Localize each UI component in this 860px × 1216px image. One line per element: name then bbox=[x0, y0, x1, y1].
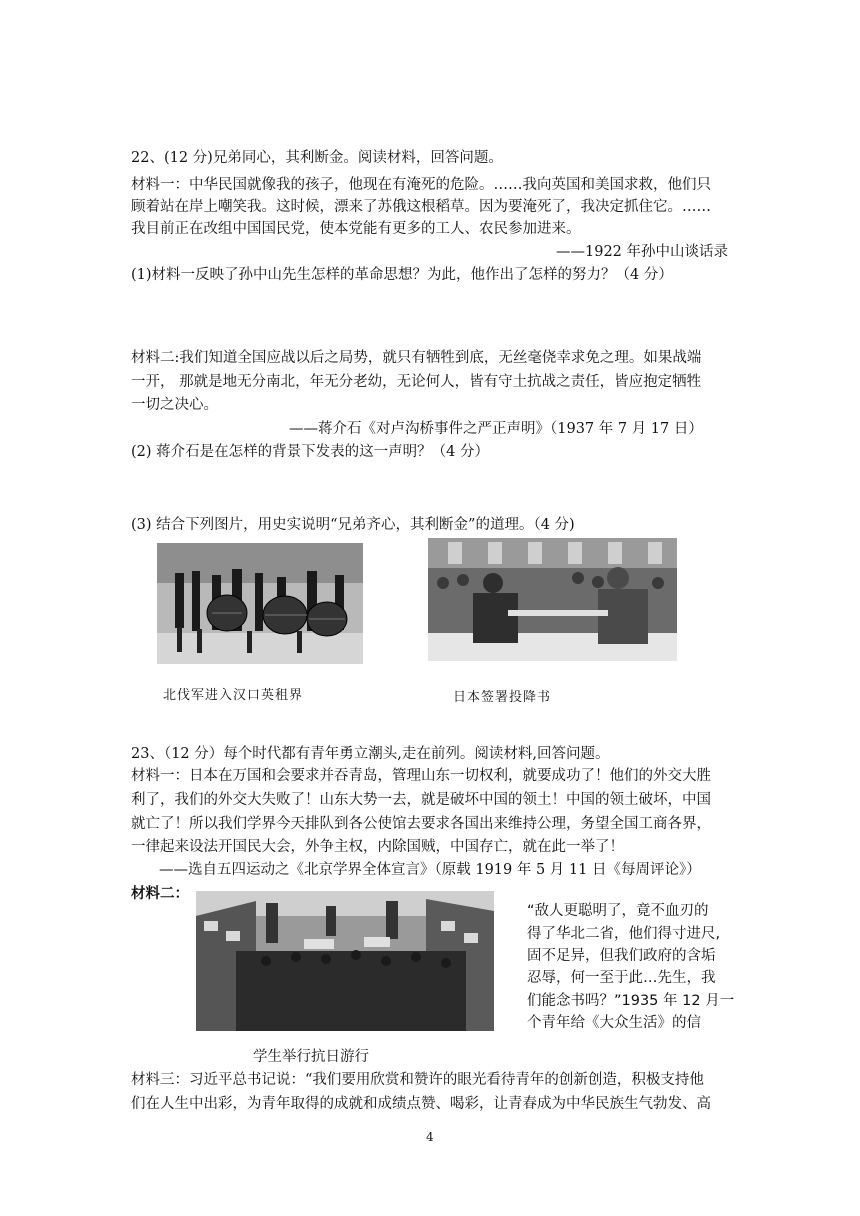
q22-question-3: (3) 结合下列图片，用史实说明“兄弟齐心，其利断金”的道理。（4 分) bbox=[131, 517, 575, 533]
q22-question-1: (1)材料一反映了孙中山先生怎样的革命思想？为此，他作出了怎样的努力？（4 分） bbox=[131, 267, 673, 283]
northern-expedition-caption: 北伐军进入汉口英租界 bbox=[163, 688, 304, 703]
q22-m2-source: ——蒋介石《对卢沟桥事件之严正声明》（1937 年 7 月 17 日） bbox=[289, 421, 703, 437]
q22-m1-line3: 我目前正在改组中国国民党，使本党能有更多的工人、农民参加进来。 bbox=[131, 221, 581, 237]
q23-m1-line4: 一律起来设法开国民大会，外争主权，内除国贼，中国存亡，就在此一举了！ bbox=[131, 839, 624, 855]
q23-m1-line2: 利了，我们的外交大失败了！山东大势一去，就是破坏中国的领土！中国的领土破坏，中国 bbox=[131, 792, 711, 808]
student-march-caption: 学生举行抗日游行 bbox=[253, 1049, 369, 1065]
q23-m2-label: 材料二： bbox=[131, 886, 189, 902]
m2-quote-line4: 忍辱，何一至于此…先生，我 bbox=[527, 970, 716, 986]
q23-m1-line3: 就亡了！所以我们学界今天排队到各公使馆去要求各国出来维持公理，务望全国工商各界， bbox=[131, 816, 711, 832]
q23-m1-line1: 材料一：日本在万国和会要求并吞青岛，管理山东一切权利，就要成功了！他们的外交大胜 bbox=[131, 768, 711, 784]
japan-surrender-caption: 日本签署投降书 bbox=[453, 690, 552, 705]
m2-quote-line6: 个青年给《大众生活》的信 bbox=[527, 1015, 701, 1031]
student-march-photo bbox=[196, 891, 494, 1031]
q23-heading: 23、（12 分）每个时代都有青年勇立潮头,走在前列。阅读材料,回答问题。 bbox=[131, 746, 610, 762]
q22-m2-line3: 一切之决心。 bbox=[131, 397, 218, 413]
q23-m1-source: ——选自五四运动之《北京学界全体宣言》（原载 1919 年 5 月 11 日《每周评论》） bbox=[159, 862, 701, 878]
q22-m2-line1: 材料二:我们知道全国应战以后之局势，就只有牺牲到底，无丝毫侥幸求免之理。如果战端 bbox=[131, 350, 702, 366]
q22-question-2: (2) 蒋介石是在怎样的背景下发表的这一声明？（4 分） bbox=[131, 444, 489, 460]
m2-quote-line3: 固不足异，但我们政府的含垢 bbox=[527, 948, 716, 964]
northern-expedition-photo bbox=[157, 543, 363, 664]
q22-m1-line1: 材料一：中华民国就像我的孩子，他现在有淹死的危险。……我向英国和美国求救，他们只 bbox=[131, 177, 711, 193]
q23-m3-line1: 材料三：习近平总书记说：“我们要用欣赏和赞许的眼光看待青年的创新创造，积极支持他 bbox=[131, 1072, 704, 1088]
q22-heading: 22、(12 分)兄弟同心，其利断金。阅读材料，回答问题。 bbox=[131, 150, 503, 166]
q22-m1-line2: 顾着站在岸上嘲笑我。这时候，漂来了苏俄这根稻草。因为要淹死了，我决定抓住它。…… bbox=[131, 199, 711, 215]
page-number: 4 bbox=[426, 1130, 434, 1144]
japan-surrender-photo bbox=[428, 538, 677, 661]
m2-quote-line2: 得了华北二省，他们得寸进尺, bbox=[527, 926, 721, 942]
q22-m2-line2: 一开， 那就是地无分南北，年无分老幼，无论何人，皆有守土抗战之责任，皆应抱定牺牲 bbox=[131, 374, 702, 390]
m2-quote-line1: “敌人更聪明了，竟不血刃的 bbox=[527, 903, 709, 919]
q23-m3-line2: 们在人生中出彩，为青年取得的成就和成绩点赞、喝彩，让青春成为中华民族生气勃发、高 bbox=[131, 1096, 711, 1112]
m2-quote-line5: 们能念书吗？”1935 年 12 月一 bbox=[527, 993, 735, 1009]
q22-m1-source: ——1922 年孙中山谈话录 bbox=[556, 244, 729, 260]
